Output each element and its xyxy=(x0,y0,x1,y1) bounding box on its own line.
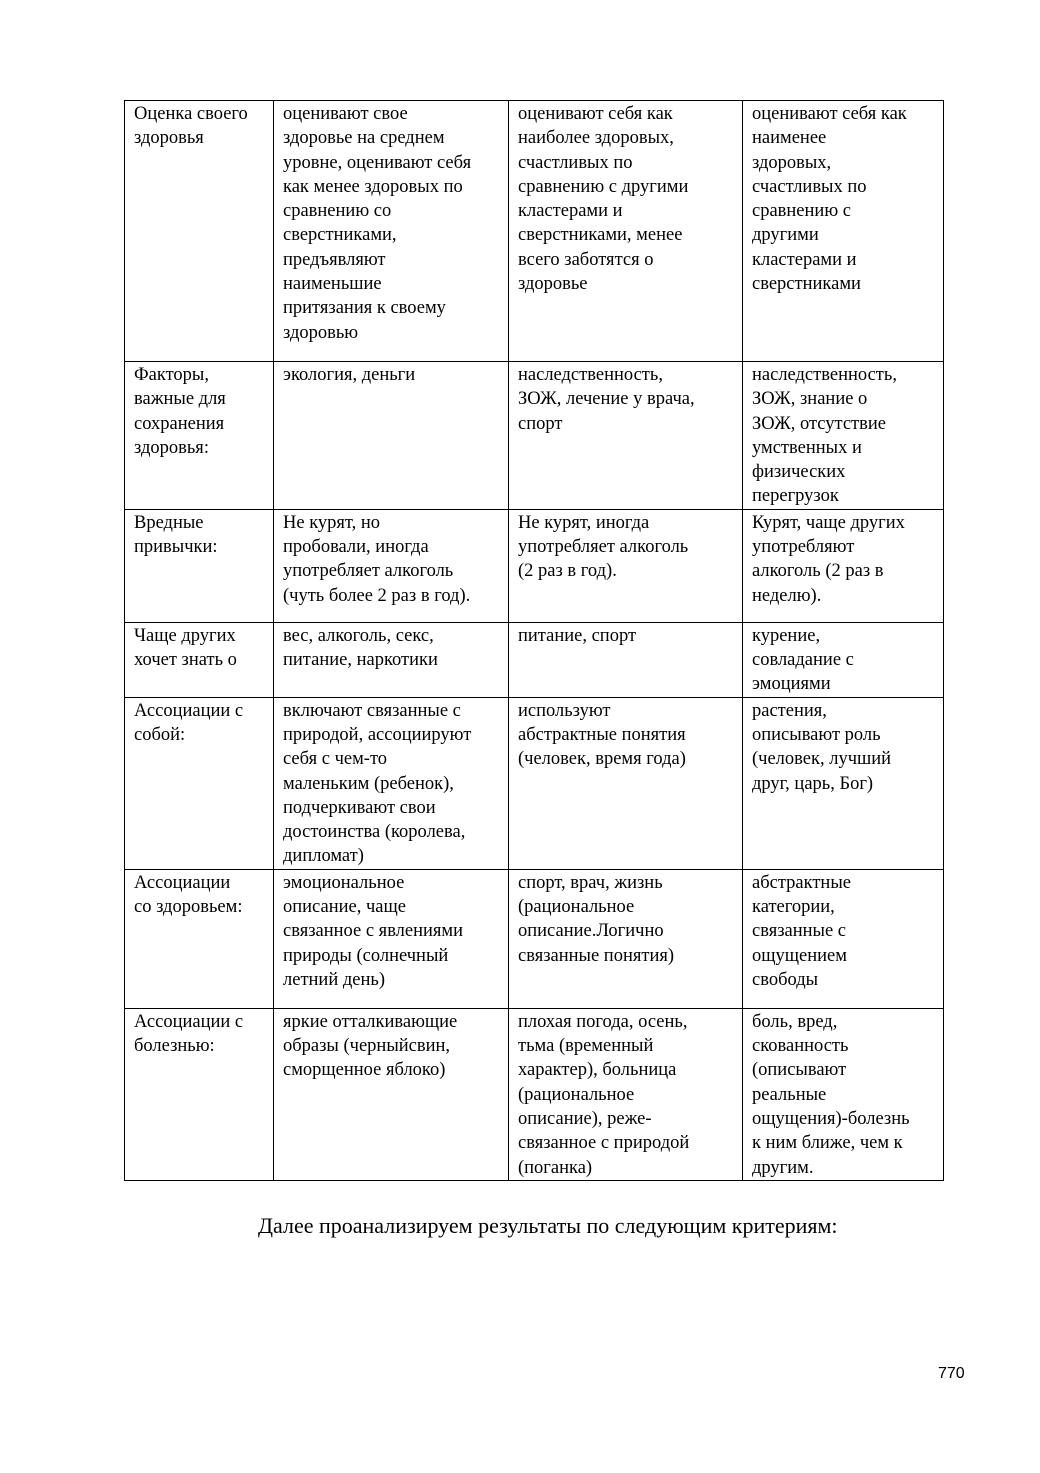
table-cell xyxy=(743,622,944,697)
table-cell xyxy=(743,362,944,510)
cell-text: питание, спорт xyxy=(518,625,637,646)
row-label: Вредные привычки: xyxy=(134,512,218,558)
table-cell xyxy=(274,509,509,622)
table-cell xyxy=(743,697,944,869)
row-label: Факторы, важные для сохранения здоровья: xyxy=(134,365,226,458)
table-row xyxy=(125,101,944,362)
cluster-comparison-table xyxy=(124,100,944,1181)
row-label-cell xyxy=(125,869,274,1008)
table-cell xyxy=(509,622,743,697)
table-row xyxy=(125,362,944,510)
table-cell xyxy=(509,362,743,510)
cell-text: абстрактные категории, связанные с ощущением свободы xyxy=(752,872,851,990)
table-cell xyxy=(274,622,509,697)
cell-text: Не курят, но пробовали, иногда употребляет алкоголь (чуть более 2 раз в год). xyxy=(283,512,471,606)
cell-text: спорт, врач, жизнь (рациональное описание.Логично связанные понятия) xyxy=(518,872,675,966)
table-cell xyxy=(743,509,944,622)
table-cell xyxy=(274,362,509,510)
table-cell xyxy=(274,101,509,362)
cell-text: плохая погода, осень, тьма (временный характер), больница (рациональное описание), реже- связанное с природой (поганка) xyxy=(518,1011,690,1178)
row-label: Ассоциации с собой: xyxy=(134,700,244,745)
row-label-cell xyxy=(125,509,274,622)
cell-text: наследственность, ЗОЖ, лечение у врача, спорт xyxy=(518,365,695,434)
row-label-cell xyxy=(125,101,274,362)
cell-text: боль, вред, скованность (описывают реальные ощущения)-болезнь к ним ближе, чем к другим. xyxy=(752,1011,910,1178)
table-row xyxy=(125,509,944,622)
table-cell xyxy=(743,869,944,1008)
page-number: 770 xyxy=(938,1365,965,1382)
table-row xyxy=(125,1008,944,1180)
row-label-cell xyxy=(125,622,274,697)
cell-text: оценивают свое здоровье на среднем уровне, оценивают себя как менее здоровых по сравнению со сверстниками, предъявляют наименьшие притязания к своему здоровью xyxy=(283,104,472,343)
table-cell xyxy=(509,509,743,622)
cell-text: эмоциональное описание, чаще связанное с явлениями природы (солнечный летний день) xyxy=(283,872,464,990)
table-cell xyxy=(743,101,944,362)
cell-text: наследственность, ЗОЖ, знание о ЗОЖ, отсутствие умственных и физических перегрузок xyxy=(752,365,897,507)
table-row xyxy=(125,697,944,869)
row-label-cell xyxy=(125,1008,274,1180)
cell-text: Курят, чаще других употребляют алкоголь (2 раз в неделю). xyxy=(752,512,905,606)
body-paragraph: Далее проанализируем результаты по следующим критериям: xyxy=(258,1213,838,1238)
table-cell xyxy=(509,1008,743,1180)
cell-text: оценивают себя как наиболее здоровых, счастливых по сравнению с другими кластерами и сверстниками, менее всего заботятся о здоровье xyxy=(518,104,689,295)
row-label: Чаще других хочет знать о xyxy=(134,625,237,671)
table-cell xyxy=(274,1008,509,1180)
table-row xyxy=(125,622,944,697)
row-label: Ассоциации с болезнью: xyxy=(134,1011,244,1057)
cell-text: используют абстрактные понятия (человек, время года) xyxy=(518,700,686,770)
cell-text: вес, алкоголь, секс, питание, наркотики xyxy=(283,625,438,671)
table-cell xyxy=(274,869,509,1008)
table-cell xyxy=(509,101,743,362)
cell-text: растения, описывают роль (человек, лучший друг, царь, Бог) xyxy=(752,700,892,794)
row-label: Оценка своего здоровья xyxy=(134,104,248,149)
cell-text: яркие отталкивающие образы (черныйсвин, сморщенное яблоко) xyxy=(283,1011,458,1081)
table-cell xyxy=(509,697,743,869)
row-label-cell xyxy=(125,362,274,510)
table-cell xyxy=(509,869,743,1008)
table-row xyxy=(125,869,944,1008)
cell-text: экология, деньги xyxy=(283,365,416,385)
cell-text: оценивают себя как наименее здоровых, счастливых по сравнению с другими кластерами и сверстниками xyxy=(752,104,907,295)
cell-text: включают связанные с природой, ассоциируют себя с чем-то маленьким (ребенок), подчеркивают свои достоинства (королева, дипломат) xyxy=(283,700,472,867)
row-label-cell xyxy=(125,697,274,869)
row-label: Ассоциации со здоровьем: xyxy=(134,872,243,918)
table-cell xyxy=(743,1008,944,1180)
table-cell xyxy=(274,697,509,869)
cell-text: Не курят, иногда употребляет алкоголь (2 раз в год). xyxy=(518,512,689,582)
cell-text: курение, совладание с эмоциями xyxy=(752,625,854,695)
